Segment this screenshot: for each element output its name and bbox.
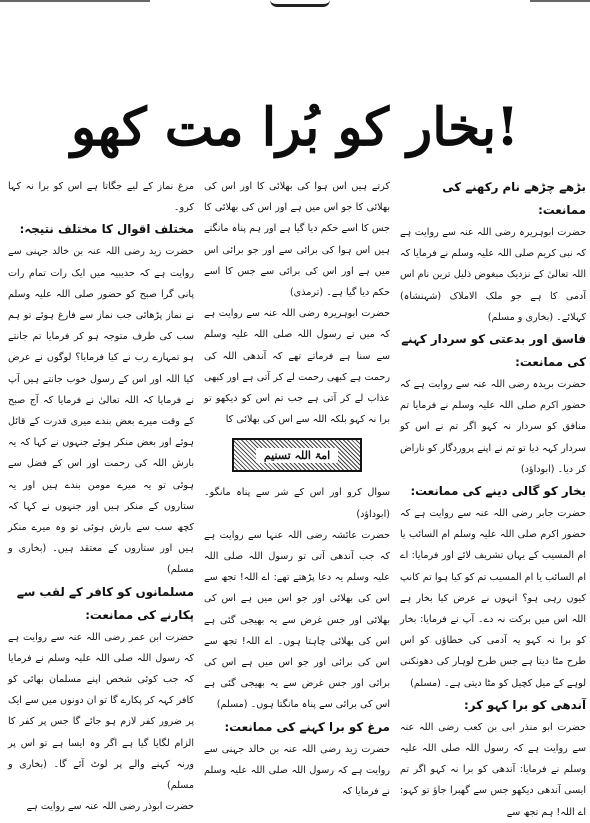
paragraph: حضرت جابر رضی اللہ عنہ سے روایت ہے کہ حضور اکرم صلی اللہ علیہ وسلم ام السائب یا ام المسیب کے یہاں تشریف لائے اور فرمایا: اے ام السائب یا ام المسیب تم کو کیا ہوا تم کانپ کیوں رہی ہو؟ انہوں نے عرض کیا بخار ہے اللہ اس میں برکت نہ دے۔ آپ نے فرمایا: بخار کو برا نہ کہو یہ آدمی کی خطاؤں کو اس طرح مٹا دیتا ہے جس طرح لوہار کی دھونکنی لوہے کے میل کچیل کو مٹا دیتی ہے۔ (مسلم) [400,508,586,689]
section-heading: مختلف اقوال کا مختلف نتیجہ: [19,222,194,237]
paragraph: حضرت ابوذر رضی اللہ عنہ سے روایت ہے [26,801,194,813]
paragraph: حضرت ابن عمر رضی اللہ عنہ سے روایت ہے کہ رسول اللہ صلی اللہ علیہ وسلم نے فرمایا کہ جب کوئی شخص اپنے مسلمان بھائی کو کافر کہہ کر پکارے گا تو ان دونوں میں سے ایک پر ضرور کفر لازم ہو جائے گا جس پر کفر کا الزام لگایا گیا ہے اگر وہ ایسا ہے تو اس پر ورنہ کہنے والے پر لوٹ آئے گا۔ (بخاری و مسلم) [7,631,194,792]
author-box [232,438,362,472]
paragraph: حضرت زید رضی اللہ عنہ بن خالد جہنی سے روایت ہے کہ حدیبیہ میں ایک رات تمام رات پانی گرا صبح کو حضور صلی اللہ علیہ وسلم نے نماز پڑھائی جب نماز سے فارغ ہوئے تو ہم سب کی طرف متوجہ ہو کر فرمایا تم جانتے ہو تمہارے رب نے کیا فرمایا؟ لوگوں نے عرض کیا اللہ اور اس کے رسول خوب جانتے ہیں آپ نے فرمایا کہ اللہ تعالیٰ نے فرمایا کہ آج صبح کے وقت میرے بعض بندے میری قدرت کے قائل ہوئے اور بعض منکر ہوئے جنہوں نے کہا کہ یہ بارش اللہ کی رحمت اور اس کے فضل سے ہوئی تو یہ میرے مومن بندے ہیں اور یہ ستاروں کے منکر ہیں اور جنہوں نے کہا کہ کچھ سب سے بارش ہوئی تو وہ میرے منکر ہیں اور ستاروں کے معتقد ہیں۔ (بخاری و مسلم) [8,246,194,576]
section-heading: مسلمانوں کو کافر کے لقب سے پکارنے کی ممانعت: [16,584,194,622]
article-columns [7,176,586,818]
column-left [7,176,194,813]
section-heading: مرغ کو برا کہنے کی ممانعت: [224,719,390,734]
section-heading: بخار کو گالی دینے کی ممانعت: [410,484,586,499]
paragraph: حضرت ابوہریرہ رضی اللہ عنہ سے روایت ہے کہ میں نے رسول اللہ صلی اللہ علیہ وسلم سے سنا ہے فرماتے تھے کہ آندھی اللہ کی رحمت ہے کبھی رحمت لے کر آتی ہے اور کبھی عذاب لے کر آتی ہے جب تم اس کو دیکھو تو برا نہ کہو بلکہ اللہ سے اس کی بھلائی کا [204,308,390,426]
author-name: امۃ اللہ تسنیم [256,448,338,463]
section-heading: بڑھے چڑھے نام رکھنے کی ممانعت: [442,180,586,217]
paragraph: سوال کرو اور اس کے شر سے پناہ مانگو۔ (ابوداؤد) [204,487,390,520]
section-heading: آندھی کو برا کہو کر: [464,697,586,712]
paragraph: کرتے ہیں اس ہوا کی بھلائی کا اور اس کی بھلائی کا جو اس میں ہے اور اس کی بھلائی کا جس کا اسے حکم دیا گیا ہے اور ہم پناہ مانگتے ہیں اس ہوا کی برائی سے اور جو برائی اس میں ہے اور اس کی برائی سے جس کا اسے حکم دیا گیا ہے۔ (ترمذی) [204,181,390,299]
paragraph: مرغ نماز کے لیے جگاتا ہے اس کو برا نہ کہا کرو۔ [8,181,194,214]
column-middle [204,176,390,796]
article-title: بخار کو بُرا مت کھو! [71,97,519,158]
top-rule-left [0,0,150,2]
section-heading: فاسق اور بدعتی کو سردار کہنے کی ممانعت: [401,332,586,370]
top-rule-right [530,0,590,2]
paragraph: حضرت زید رضی اللہ عنہ بن خالد جہنی سے روایت ہے کہ رسول اللہ صلی اللہ علیہ وسلم نے فرمایا کہ [204,743,390,798]
column-right [400,176,586,818]
paragraph: حضرت عائشہ رضی اللہ عنہا سے روایت ہے کہ جب آندھی آتی تو رسول اللہ صلی اللہ علیہ وسلم یہ دعا پڑھتے تھے: اے اللہ! تجھ سے اس کی بھلائی اور جو اس میں ہے اس کی بھلائی اور جس غرض سے یہ بھیجی گئی ہے اس کی بھلائی چاہتا ہوں۔ اے اللہ! تجھ سے اس کی برائی اور جو اس میں ہے اس کی برائی اور جس غرض سے یہ بھیجی گئی ہے اس کی برائی سے پناہ مانگتا ہوں۔ (مسلم) [204,529,390,711]
paragraph: حضرت ابوہریرہ رضی اللہ عنہ سے روایت ہے کہ نبی کریم صلی اللہ علیہ وسلم نے فرمایا کہ اللہ تعالیٰ کے نزدیک مبغوض ذلیل ترین نام اس آدمی کا ہے جو ملک الاملاک (شہنشاہ) کہلائے۔ (بخاری و مسلم) [400,227,586,323]
paragraph: حضرت بریدہ رضی اللہ عنہ سے روایت ہے کہ حضور اکرم صلی اللہ علیہ وسلم نے فرمایا تم منافق کو سردار نہ کہو اگر تم نے اس کو سردار کہہ دیا تو تم نے اپنے پروردگار کو ناراض کر دیا۔ (ابوداؤد) [400,379,586,475]
paragraph: حضرت ابو منذر ابی بن کعب رضی اللہ عنہ سے روایت ہے کہ رسول اللہ صلی اللہ علیہ وسلم نے فرمایا: آندھی کو برا نہ کہو اگر تم ایسی آندھی دیکھو جس سے گھبرا جاؤ تو کہو: اے اللہ! ہم تجھ سے [400,721,586,818]
top-ornament [270,0,330,7]
